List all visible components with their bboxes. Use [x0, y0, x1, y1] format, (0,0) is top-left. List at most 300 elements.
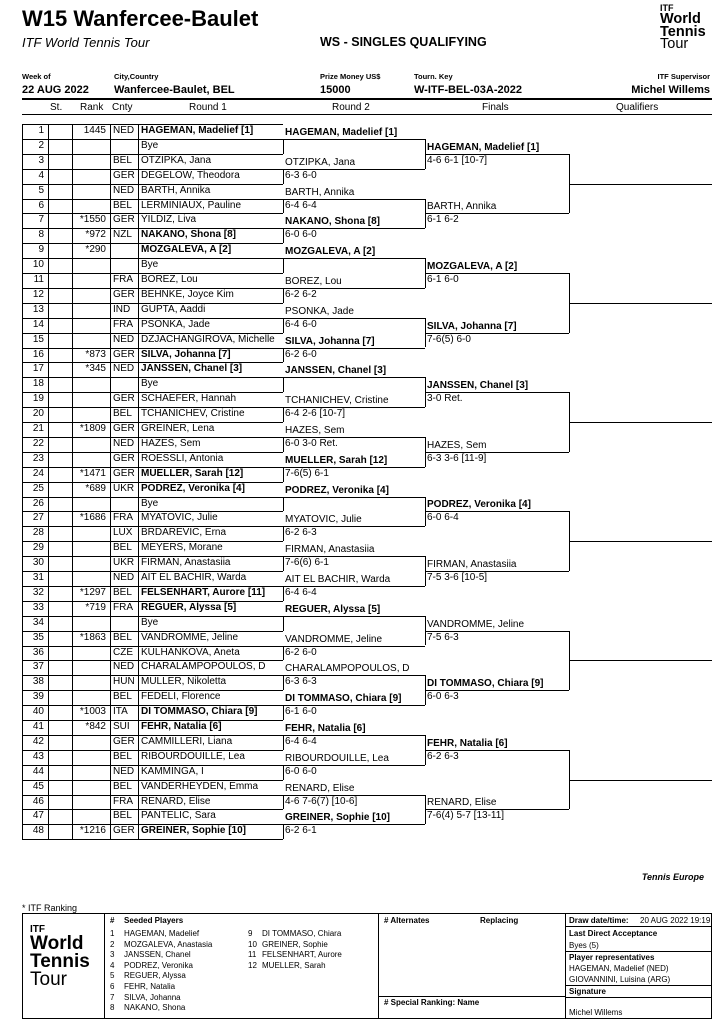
r2-score: 6-0 6-0: [285, 765, 317, 777]
col-round2: Round 2: [332, 102, 370, 113]
row-status: [50, 273, 71, 288]
header-bottom-rule: [22, 114, 712, 115]
row-rank: [72, 154, 106, 169]
row-number: 36: [32, 646, 44, 658]
rep-1: HAGEMAN, Madelief (NED): [569, 964, 669, 973]
row-rank: [72, 497, 106, 512]
row-status: [50, 377, 71, 392]
row-country: NED: [113, 184, 135, 196]
final-player: HAZES, Sem: [427, 439, 487, 451]
row-country: BEL: [113, 691, 132, 703]
r2-player: RIBOURDOUILLE, Lea: [285, 752, 389, 764]
r2-score: 6-4 6-4: [285, 735, 317, 747]
row-player: Bye: [141, 139, 159, 151]
final-player: SILVA, Johanna [7]: [427, 320, 517, 332]
row-player: AIT EL BACHIR, Warda: [141, 572, 247, 583]
r1-connector: [283, 824, 284, 839]
seeded-title: Seeded Players: [124, 916, 184, 925]
r2-score: 4-6 7-6(7) [10-6]: [285, 795, 358, 807]
row-number: 40: [32, 706, 44, 718]
row-country: FRA: [113, 512, 133, 524]
qualifier-line: [569, 541, 712, 542]
final-score: 6-3 3-6 [11-9]: [427, 452, 487, 464]
final-player: DI TOMMASO, Chiara [9]: [427, 678, 544, 690]
row-player: CHARALAMPOPOULOS, D: [141, 661, 266, 673]
row-number: 34: [32, 616, 44, 628]
seed-player: REGUER, Alyssa: [124, 971, 186, 981]
r1-connector: [283, 169, 284, 184]
row-number: 14: [32, 318, 44, 330]
row-status: [50, 243, 71, 258]
row-player: RIBOURDOUILLE, Lea: [141, 750, 245, 762]
row-number: 24: [32, 467, 44, 479]
r1-connector: [283, 467, 284, 482]
row-player: MYATOVIC, Julie: [141, 512, 218, 524]
row-country: [113, 377, 137, 392]
row-number: 9: [38, 244, 44, 256]
seed-number: 7: [110, 992, 115, 1002]
r2-score: 6-1 6-0: [285, 706, 317, 718]
row-status: [50, 646, 71, 661]
draw-date-label: Draw date/time:: [569, 916, 629, 925]
row-number: 30: [32, 557, 44, 569]
row-player: FIRMAN, Anastasiia: [141, 557, 231, 569]
row-player: JANSSEN, Chanel [3]: [141, 363, 243, 375]
row-player: BEHNKE, Joyce Kim: [141, 288, 234, 300]
r2-player: TCHANICHEV, Cristine: [285, 395, 389, 407]
row-status: [50, 139, 71, 154]
row-number: 2: [38, 139, 44, 151]
city-value: Wanfercee-Baulet, BEL: [114, 84, 235, 96]
footer-rule-a: [565, 926, 712, 927]
row-player: LERMINIAUX, Pauline: [141, 199, 242, 211]
seed-player: JANSSEN, Chanel: [124, 950, 191, 960]
footer-rule-b: [565, 951, 712, 952]
row-status: [50, 124, 71, 139]
row-player: REGUER, Alyssa [5]: [141, 601, 237, 613]
row-rank: [72, 690, 106, 705]
row-player: BRDAREVIC, Erna: [141, 527, 227, 539]
seed-player: FELSENHART, Aurore: [262, 950, 342, 960]
r2-line: [283, 377, 425, 378]
final-player: PODREZ, Veronika [4]: [427, 499, 531, 511]
row-rank: [72, 675, 106, 690]
r1-connector: [283, 705, 284, 720]
r1-connector: [283, 318, 284, 333]
row-status: [50, 586, 71, 601]
col-rank: Rank: [80, 102, 104, 113]
footer-divider-1: [104, 913, 105, 1019]
row-status: [50, 482, 71, 497]
row-rank: [72, 318, 106, 333]
row-top-line: [22, 124, 283, 125]
row-number: 44: [32, 765, 44, 777]
row-status: [50, 184, 71, 199]
row-country: GER: [113, 288, 135, 300]
row-rank: *1297: [79, 586, 106, 598]
row-country: NED: [113, 363, 135, 375]
row-player: Bye: [141, 259, 159, 271]
page-title: W15 Wanfercee-Baulet: [22, 6, 259, 31]
row-country: BEL: [113, 750, 132, 762]
row-country: FRA: [113, 601, 133, 613]
row-player: DEGELOW, Theodora: [141, 169, 240, 181]
r1-connector: [283, 288, 284, 303]
row-rank: [72, 765, 106, 780]
row-status: [50, 392, 71, 407]
row-number: 8: [38, 229, 44, 241]
row-number: 17: [32, 363, 44, 375]
r2-score: 6-4 6-4: [285, 199, 317, 211]
row-country: BEL: [113, 154, 132, 166]
itf-footer-logo-line2: World: [30, 933, 84, 954]
row-country: BEL: [113, 586, 132, 598]
r2-score: 6-2 6-1: [285, 825, 317, 837]
row-status: [50, 660, 71, 675]
replacing-title: Replacing: [480, 916, 519, 925]
special-ranking-title: # Special Ranking: Name: [384, 998, 480, 1007]
r2-score: 6-2 6-3: [285, 527, 317, 539]
row-status: [50, 497, 71, 512]
row-status: [50, 437, 71, 452]
r1-connector: [283, 139, 284, 154]
itf-footer-logo: [30, 925, 100, 989]
row-country: FRA: [113, 318, 133, 330]
final-score: 4-6 6-1 [10-7]: [427, 154, 488, 166]
row-rank: [72, 333, 106, 348]
row-player: FELSENHART, Aurore [11]: [141, 586, 266, 598]
qualifier-line: [569, 422, 712, 423]
col-finals: Finals: [482, 102, 509, 113]
col-qualifiers: Qualifiers: [616, 102, 659, 113]
row-status: [50, 213, 71, 228]
row-number: 15: [32, 333, 44, 345]
row-number: 11: [33, 274, 44, 285]
row-number: 41: [32, 721, 44, 732]
row-rank: [72, 288, 106, 303]
seed-player: MUELLER, Sarah: [262, 960, 326, 970]
row-status: [50, 422, 71, 437]
row-rank: [72, 437, 106, 452]
row-number: 22: [32, 437, 44, 449]
itf-logo-line4: Tour: [660, 36, 689, 52]
itf-logo-line3: Tennis: [660, 23, 706, 40]
row-player: Bye: [141, 497, 159, 509]
row-country: [113, 616, 137, 631]
row-status: [50, 333, 71, 348]
r2-player: FEHR, Natalia [6]: [285, 722, 366, 734]
row-number: 48: [32, 825, 44, 837]
draw-type: WS - SINGLES QUALIFYING: [320, 35, 487, 49]
final-score: 6-1 6-0: [427, 274, 459, 285]
row-rank: [72, 750, 106, 765]
footer-divider-3: [565, 913, 566, 1019]
row-status: [50, 348, 71, 363]
final-score: 7-5 3-6 [10-5]: [427, 572, 488, 583]
r2-player: GREINER, Sophie [10]: [285, 812, 391, 824]
r2-score: 6-3 6-0: [285, 169, 317, 181]
row-country: GER: [113, 467, 135, 479]
final-score: 6-2 6-3: [427, 750, 459, 762]
seed-number: 11: [248, 950, 257, 960]
seed-number: 5: [110, 971, 115, 981]
supervisor-value: Michel Willems: [631, 84, 710, 96]
row-number: 46: [32, 795, 44, 807]
row-status: [50, 467, 71, 482]
lda-label: Last Direct Acceptance: [569, 929, 658, 938]
tour-name: ITF World Tennis Tour: [22, 35, 150, 50]
final-player: FEHR, Natalia [6]: [427, 737, 508, 749]
lda-value: Byes (5): [569, 941, 599, 950]
final-score: 3-0 Ret.: [427, 393, 463, 405]
r1-connector: [283, 228, 284, 243]
row-player: SILVA, Johanna [7]: [141, 348, 231, 360]
row-status: [50, 199, 71, 214]
seed-player: NAKANO, Shona: [124, 1003, 186, 1013]
r1-connector: [283, 735, 284, 750]
row-player: Bye: [141, 378, 159, 390]
row-player: MEYERS, Morane: [141, 542, 223, 554]
row-rank: *1809: [79, 423, 106, 434]
r2-score: 6-4 6-0: [285, 318, 317, 330]
row-status: [50, 750, 71, 765]
final-player: FIRMAN, Anastasiia: [427, 559, 517, 570]
row-country: NED: [113, 437, 135, 449]
row-player: KULHANKOVA, Aneta: [141, 646, 240, 658]
row-rank: [72, 646, 106, 661]
row-country: GER: [113, 348, 135, 360]
final-score: 7-5 6-3: [427, 631, 459, 643]
key-label: Tourn. Key: [414, 72, 453, 81]
r2-player: OTZIPKA, Jana: [285, 156, 356, 168]
row-number: 29: [32, 542, 44, 554]
final-score: 7-6(5) 6-0: [427, 333, 471, 345]
row-number: 19: [32, 393, 44, 405]
row-player: HAZES, Sem: [141, 437, 201, 449]
row-player: DZJACHANGIROVA, Michelle: [141, 333, 275, 345]
row-country: ITA: [113, 706, 128, 718]
row-rank: [72, 273, 106, 288]
row-status: [50, 571, 71, 586]
row-country: BEL: [113, 810, 132, 822]
reps-label: Player representatives: [569, 953, 655, 962]
row-country: GER: [113, 169, 135, 181]
row-country: HUN: [113, 676, 135, 688]
r1-connector: [283, 765, 284, 780]
key-value: W-ITF-BEL-03A-2022: [414, 84, 522, 96]
seed-player: MOZGALEVA, Anastasia: [124, 939, 213, 949]
final-score: 6-0 6-3: [427, 691, 459, 703]
week-label: Week of: [22, 72, 51, 81]
row-rank: [72, 541, 106, 556]
seed-number: 1: [110, 929, 115, 938]
r1-connector: [283, 258, 284, 273]
seed-number: 2: [110, 939, 115, 949]
row-number: 26: [32, 497, 44, 509]
row-status: [50, 288, 71, 303]
row-country: NED: [113, 125, 135, 136]
r2-player: BOREZ, Lou: [285, 275, 342, 287]
r2-player: DI TOMMASO, Chiara [9]: [285, 693, 402, 705]
r2-player: MOZGALEVA, A [2]: [285, 246, 376, 258]
itf-footer-logo-line3: Tennis: [30, 951, 90, 972]
qualifier-line: [569, 780, 712, 781]
row-number: 25: [32, 482, 44, 494]
row-country: [113, 497, 137, 512]
footer-divider-2: [378, 913, 379, 1019]
row-status: [50, 824, 71, 839]
row-number: 39: [32, 691, 44, 703]
row-status: [50, 720, 71, 735]
row-number: 5: [38, 184, 44, 196]
col-cnty: Cnty: [112, 102, 133, 113]
signature-label: Signature: [569, 987, 606, 996]
row-status: [50, 765, 71, 780]
row-status: [50, 303, 71, 318]
row-rank: [72, 184, 106, 199]
row-player: GREINER, Sophie [10]: [141, 825, 247, 837]
r2-score: 6-4 2-6 [10-7]: [285, 408, 346, 420]
prize-label: Prize Money US$: [320, 72, 381, 81]
col-round1: Round 1: [189, 102, 227, 113]
row-player: CAMMILLERI, Liana: [141, 735, 233, 747]
itf-footer-logo-line1: ITF: [30, 924, 45, 935]
row-status: [50, 675, 71, 690]
row-country: LUX: [113, 527, 133, 539]
alternates-title: # Alternates: [384, 916, 430, 925]
r2-score: 6-3 6-3: [285, 676, 317, 688]
row-status: [50, 407, 71, 422]
row-player: KAMMINGA, I: [141, 765, 204, 777]
row-country: NED: [113, 661, 135, 673]
row-status: [50, 616, 71, 631]
row-country: [113, 243, 137, 258]
r2-line: [283, 616, 425, 617]
row-status: [50, 780, 71, 795]
row-country: GER: [113, 452, 135, 464]
row-country: NED: [113, 572, 135, 583]
row-player: BOREZ, Lou: [141, 274, 198, 285]
row-rank: [72, 407, 106, 422]
final-player: JANSSEN, Chanel [3]: [427, 380, 529, 392]
row-player: DI TOMMASO, Chiara [9]: [141, 706, 258, 718]
r1-connector: [283, 646, 284, 661]
row-rank: [72, 809, 106, 824]
row-player: HAGEMAN, Madelief [1]: [141, 125, 254, 136]
row-player: SCHAEFER, Hannah: [141, 393, 237, 405]
row-status: [50, 169, 71, 184]
row-country: NZL: [113, 229, 132, 241]
row-rank: [72, 556, 106, 571]
prize-value: 15000: [320, 84, 351, 96]
r1-connector: [283, 586, 284, 601]
row-country: BEL: [113, 542, 132, 554]
row-number: 23: [32, 452, 44, 464]
row-status: [50, 795, 71, 810]
seed-player: DI TOMMASO, Chiara: [262, 929, 342, 938]
special-ranking-rule: [378, 996, 565, 997]
row-player: MOZGALEVA, A [2]: [141, 244, 232, 256]
row-rank: [72, 616, 106, 631]
seed-number: 3: [110, 950, 115, 960]
row-player: MULLER, Nikoletta: [141, 676, 227, 688]
row-country: BEL: [113, 631, 132, 643]
itf-logo: [660, 4, 710, 51]
row-country: GER: [113, 214, 135, 226]
row-country: GER: [113, 735, 135, 747]
signature-value: Michel Willems: [569, 1008, 623, 1017]
r2-player: RENARD, Elise: [285, 782, 355, 794]
r1-connector: [283, 407, 284, 422]
row-player: VANDROMME, Jeline: [141, 631, 239, 643]
r2-player: PODREZ, Veronika [4]: [285, 484, 389, 496]
row-rank: *689: [85, 482, 106, 494]
row-country: IND: [113, 303, 131, 315]
row-number: 3: [38, 154, 44, 166]
week-value: 22 AUG 2022: [22, 84, 89, 96]
row-player: RENARD, Elise: [141, 795, 211, 807]
r1-connector: [283, 497, 284, 512]
row-country: FRA: [113, 274, 133, 285]
row-rank: *719: [85, 601, 106, 613]
row-player: Bye: [141, 616, 159, 628]
city-label: City,Country: [114, 72, 159, 81]
row-country: [113, 139, 137, 154]
row-number: 13: [32, 303, 44, 315]
row-number: 28: [32, 527, 44, 539]
row-number: 1: [38, 125, 44, 136]
r2-player: CHARALAMPOPOULOS, D: [285, 663, 410, 675]
seed-number: 9: [248, 929, 253, 938]
row-rank: *873: [85, 348, 106, 360]
row-player: FEDELI, Florence: [141, 691, 221, 703]
row-rank: [72, 795, 106, 810]
row-status: [50, 318, 71, 333]
row-country: BEL: [113, 408, 132, 420]
row-number: 10: [32, 259, 44, 271]
row-rank: [72, 139, 106, 154]
draw-date-value: 20 AUG 2022 19:19: [640, 916, 711, 925]
supervisor-label: ITF Supervisor: [657, 72, 710, 81]
row-player: TCHANICHEV, Cristine: [141, 408, 245, 420]
row-rank: [72, 452, 106, 467]
r2-score: 7-6(6) 6-1: [285, 557, 329, 569]
final-score: 7-6(4) 5-7 [13-11]: [427, 810, 505, 822]
r1-connector: [283, 556, 284, 571]
row-country: GER: [113, 825, 135, 837]
row-country: SUI: [113, 721, 130, 732]
seeded-hash: #: [110, 916, 115, 925]
row-rank: *1003: [79, 706, 106, 718]
row-status: [50, 228, 71, 243]
row-number: 42: [32, 735, 44, 747]
row-rank: [72, 258, 106, 273]
row-player: GUPTA, Aaddi: [141, 303, 206, 315]
r2-player: HAGEMAN, Madelief [1]: [285, 126, 398, 138]
row-rank: *972: [85, 229, 106, 241]
row-rank: [72, 735, 106, 750]
seed-player: GREINER, Sophie: [262, 939, 328, 949]
row-number: 21: [32, 423, 44, 434]
row-rank: *1686: [79, 512, 106, 524]
seed-player: FEHR, Natalia: [124, 982, 176, 991]
qualifier-line: [569, 184, 712, 185]
final-player: HAGEMAN, Madelief [1]: [427, 141, 540, 153]
itf-logo-line1: ITF: [660, 3, 674, 13]
row-rank: [72, 377, 106, 392]
row-number: 27: [32, 512, 44, 524]
row-status: [50, 631, 71, 646]
